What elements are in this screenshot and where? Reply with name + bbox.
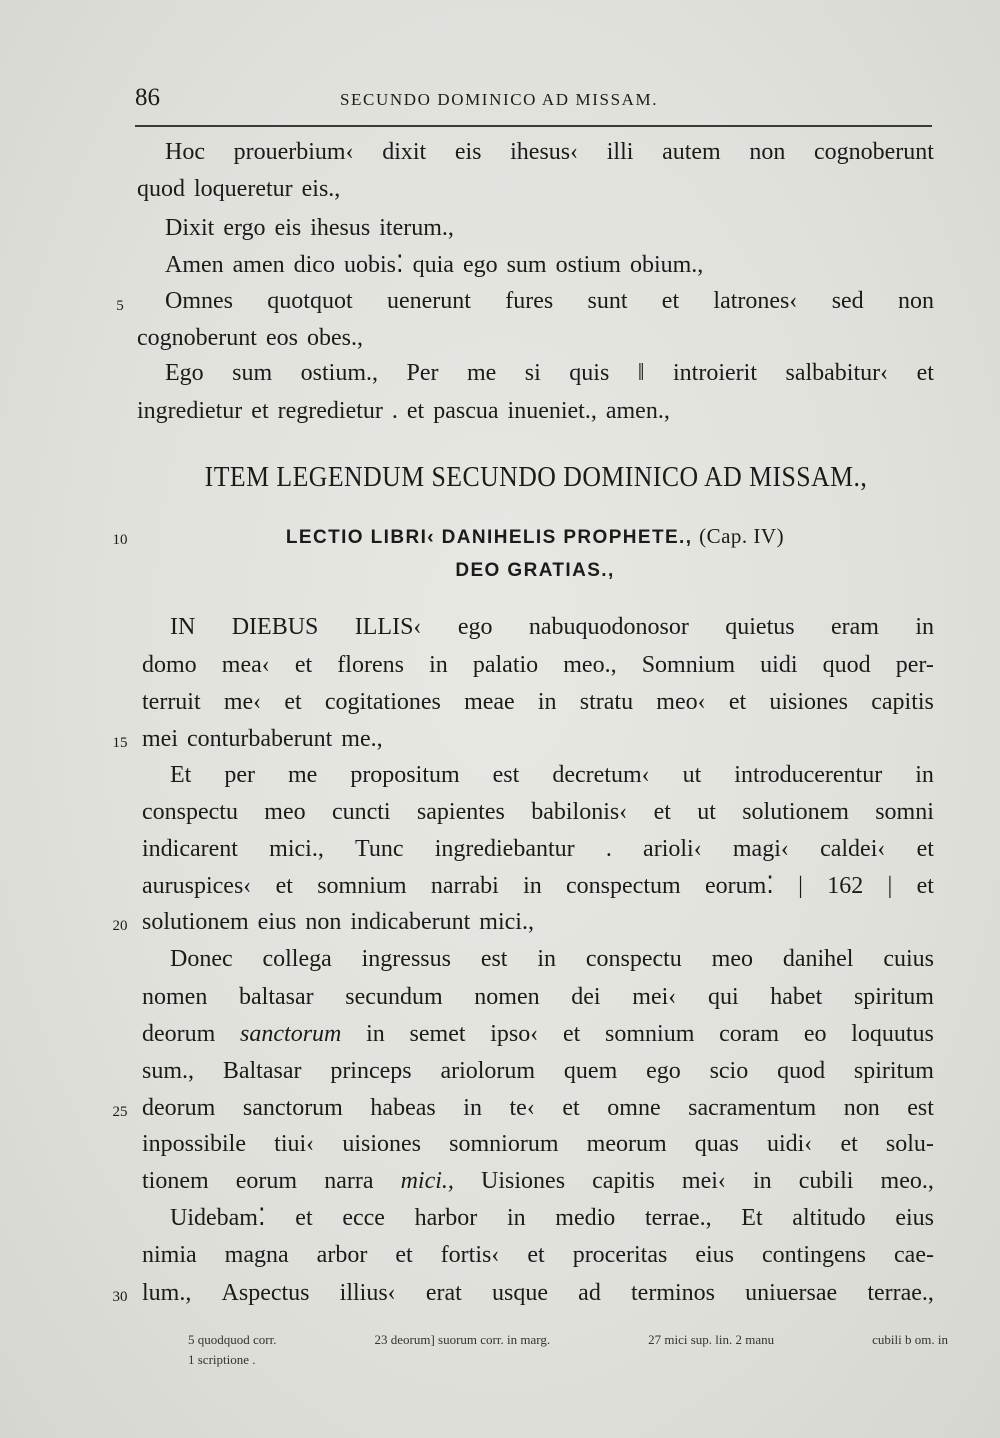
word: cogitationes [324, 689, 441, 715]
word: sed [831, 288, 864, 314]
word: conspectum [566, 873, 681, 899]
word: eius [257, 909, 297, 935]
word: sum [232, 360, 273, 386]
word: eo [803, 1021, 827, 1047]
word: inpossibile [142, 1131, 247, 1157]
word: ostium., [300, 360, 378, 386]
word: omne [607, 1095, 661, 1121]
word: introducerentur [734, 762, 883, 788]
line-number: 10 [112, 532, 128, 548]
word: nimia [142, 1242, 197, 1268]
word: et [251, 398, 269, 424]
word: autem [662, 139, 721, 165]
word: usque [492, 1280, 548, 1306]
word: danihel [782, 946, 854, 972]
word: terminos [631, 1280, 715, 1306]
word: quietus [725, 614, 795, 640]
word: somnium [605, 1021, 695, 1047]
word: me., [341, 726, 383, 752]
word: non [305, 909, 342, 935]
word: sum [506, 252, 547, 278]
word: ihesus [310, 215, 371, 241]
word: medio [555, 1205, 616, 1231]
word: cae- [894, 1242, 934, 1268]
word: habet [770, 984, 823, 1010]
word: eius [695, 1242, 734, 1268]
deo-gratias-heading: DEO GRATIAS., [455, 560, 615, 581]
word: ergo [223, 215, 266, 241]
word: cuius [883, 946, 934, 972]
word: Ego [165, 360, 204, 386]
word: meo [711, 946, 753, 972]
word: eram [830, 614, 879, 640]
word: mea‹ [221, 652, 270, 678]
word: somni [875, 799, 934, 825]
word: caldei‹ [820, 836, 886, 862]
line-number: 15 [112, 735, 128, 751]
word: latrones‹ [713, 288, 798, 314]
chapter-reference: (Cap. IV) [699, 524, 785, 548]
word: altitudo [792, 1205, 866, 1231]
word: erat [425, 1280, 462, 1306]
word: quod [137, 176, 185, 202]
word: me‹ [223, 689, 262, 715]
word: ego [646, 1058, 681, 1084]
text-line [142, 1016, 934, 1052]
word: non [749, 139, 786, 165]
word: ‖ [637, 360, 645, 386]
word: ingredietur [137, 398, 243, 424]
text-line [142, 794, 934, 830]
word: amen., [605, 398, 670, 424]
word: deorum [142, 1095, 216, 1121]
word: te‹ [509, 1095, 535, 1121]
word: et [395, 1242, 413, 1268]
footnotes [188, 1330, 948, 1370]
word: ingressus [361, 946, 451, 972]
footnotes-row [188, 1330, 948, 1350]
word: ut [682, 762, 702, 788]
word: eos [265, 325, 298, 351]
word: quod [777, 1058, 826, 1084]
footnote: 5 quodquod corr. [188, 1332, 277, 1347]
word: Baltasar [222, 1058, 302, 1084]
word: magna [224, 1242, 289, 1268]
text-line [165, 283, 934, 319]
word: amen [232, 252, 285, 278]
text-line [142, 684, 934, 720]
text-line [165, 210, 934, 246]
word: uenerunt [386, 288, 471, 314]
word: babilonis‹ [531, 799, 628, 825]
word: quem [563, 1058, 618, 1084]
word: meo‹ [656, 689, 706, 715]
word: eis., [301, 176, 341, 202]
word: Omnes [165, 288, 233, 314]
footnote: 23 deorum] suorum corr. in marg. [374, 1332, 551, 1347]
word: stratu [579, 689, 634, 715]
word: et [916, 836, 934, 862]
word: coram [719, 1021, 780, 1047]
running-head: SECUNDO DOMINICO AD MISSAM. [340, 90, 659, 109]
word: collega [262, 946, 332, 972]
word: eorum⁚ [704, 873, 774, 899]
word: semet [409, 1021, 466, 1047]
word: in [753, 1168, 772, 1194]
text-line [165, 247, 934, 283]
text-line [170, 941, 934, 977]
word: ecce [342, 1205, 385, 1231]
word: solutionem [742, 799, 849, 825]
word: non [897, 288, 934, 314]
line-number: 30 [112, 1289, 128, 1305]
word: uisiones [342, 1131, 421, 1157]
word: baltasar [239, 984, 314, 1010]
word: in [537, 946, 556, 972]
word: meo., [880, 1168, 934, 1194]
text-line [142, 831, 934, 867]
word: obium., [629, 252, 704, 278]
word: conspectu [585, 946, 682, 972]
word: eis [274, 215, 302, 241]
word: Somnium [641, 652, 736, 678]
word: et [840, 1131, 858, 1157]
word: et [916, 360, 934, 386]
word: et [275, 873, 293, 899]
word: 162 [827, 873, 864, 899]
word: qui [707, 984, 739, 1010]
word: secundum [345, 984, 443, 1010]
text-line [142, 868, 934, 904]
text-line [142, 1053, 934, 1089]
word: et [295, 1205, 313, 1231]
word: ariolorum [440, 1058, 536, 1084]
word: me [466, 360, 497, 386]
word: est [480, 946, 508, 972]
text-line [165, 134, 934, 170]
word: uniuersae [745, 1280, 838, 1306]
word: ingrediebantur [434, 836, 575, 862]
word: mei‹ [681, 1168, 726, 1194]
word: Uisiones [481, 1168, 566, 1194]
word: somniorum [449, 1131, 559, 1157]
word: arioli‹ [643, 836, 702, 862]
word: domo [142, 652, 197, 678]
word: auruspices‹ [142, 873, 252, 899]
word: est [492, 762, 520, 788]
word: ego [457, 614, 493, 640]
word: quia [412, 252, 454, 278]
word: loqueretur [194, 176, 293, 202]
word: Donec [170, 946, 233, 972]
word: tiui‹ [274, 1131, 315, 1157]
word: per [224, 762, 255, 788]
word: et [294, 652, 313, 678]
word: uidi [760, 652, 798, 678]
word: meorum [586, 1131, 667, 1157]
word: conspectu [142, 799, 238, 825]
word: arbor [316, 1242, 368, 1268]
text-line [142, 1090, 934, 1126]
word: harbor [414, 1205, 478, 1231]
text-line [142, 647, 934, 683]
word: in [915, 614, 934, 640]
word: introierit [673, 360, 757, 386]
word: nomen [474, 984, 540, 1010]
word: indicaberunt [350, 909, 471, 935]
word: dixit [382, 139, 427, 165]
word: meae [464, 689, 515, 715]
word: illi [606, 139, 634, 165]
word: propositum [350, 762, 460, 788]
word: quas [694, 1131, 739, 1157]
line-number: 20 [112, 918, 128, 934]
word: me [287, 762, 318, 788]
word: ego [462, 252, 498, 278]
word: ipso‹ [490, 1021, 539, 1047]
word: mei [142, 726, 178, 752]
word: mici., [479, 909, 534, 935]
word: cuncti [331, 799, 391, 825]
word: dico [293, 252, 335, 278]
word: capitis [871, 689, 934, 715]
word: Amen [165, 252, 224, 278]
word: solutionem [142, 909, 249, 935]
word: DIEBUS [231, 614, 319, 640]
word: et [653, 799, 671, 825]
word: terrae., [644, 1205, 712, 1231]
word: spiritum [853, 1058, 934, 1084]
text-line [142, 1275, 934, 1311]
word: loquutus [851, 1021, 934, 1047]
word: Uidebam⁚ [170, 1205, 266, 1231]
text-line [142, 1126, 934, 1162]
word: quotquot [267, 288, 353, 314]
page-number: 86 [135, 84, 160, 111]
word: indicarent [142, 836, 238, 862]
word: ihesus‹ [510, 139, 579, 165]
word: terrae., [867, 1280, 934, 1306]
word: tionem [142, 1168, 209, 1194]
word: et [562, 1021, 581, 1047]
word: | [798, 873, 803, 899]
word: et [916, 873, 934, 899]
word: in [506, 1205, 526, 1231]
word: in [523, 873, 542, 899]
word: in [915, 762, 934, 788]
word: palatio [472, 652, 539, 678]
word: meo [264, 799, 306, 825]
word: lum., [142, 1280, 192, 1306]
word: ostium [555, 252, 621, 278]
word: obes., [306, 325, 363, 351]
word: conturbaberunt [187, 726, 333, 752]
word: terruit [142, 689, 201, 715]
word: deorum [142, 1021, 216, 1047]
text-line [142, 721, 934, 757]
word: sapientes [416, 799, 505, 825]
line-number: 25 [112, 1104, 128, 1120]
text-line [142, 1163, 934, 1199]
word: eius [895, 1205, 934, 1231]
word: Dixit [165, 215, 215, 241]
word: proceritas [572, 1242, 668, 1268]
word: fortis‹ [440, 1242, 500, 1268]
word: salbabitur‹ [785, 360, 889, 386]
word: in [537, 689, 557, 715]
word: mei‹ [632, 984, 677, 1010]
line-number: 5 [116, 298, 124, 314]
word: si [524, 360, 541, 386]
word: regredietur [277, 398, 383, 424]
word: in [429, 652, 448, 678]
word: mici., [400, 1168, 454, 1194]
word: iterum., [379, 215, 454, 241]
word: quis [569, 360, 610, 386]
word: Per [406, 360, 439, 386]
text-line [137, 171, 934, 207]
word: nabuquodonosor [528, 614, 689, 640]
text-line [142, 1237, 934, 1273]
text-line [142, 979, 934, 1015]
word: dei [571, 984, 601, 1010]
word: sanctorum [240, 1021, 342, 1047]
word: decretum‹ [552, 762, 650, 788]
word: illius‹ [339, 1280, 396, 1306]
word: solu- [885, 1131, 934, 1157]
word: uidi‹ [766, 1131, 813, 1157]
text-line [137, 320, 934, 356]
word: sum., [142, 1058, 195, 1084]
word: Aspectus [221, 1280, 310, 1306]
word: Tunc [355, 836, 404, 862]
word: quod [822, 652, 871, 678]
word: magi‹ [732, 836, 789, 862]
lectio-title: LECTIO LIBRI‹ DANIHELIS PROPHETE., [285, 527, 693, 548]
word: cubili [798, 1168, 854, 1194]
word: habeas [370, 1095, 436, 1121]
word: narrabi [430, 873, 499, 899]
header-rule [135, 125, 932, 127]
word: ut [697, 799, 716, 825]
word: ad [578, 1280, 601, 1306]
word: pascua [433, 398, 499, 424]
word: per- [895, 652, 934, 678]
word: sunt [587, 288, 628, 314]
footnote: 27 mici sup. lin. 2 manu [648, 1332, 775, 1347]
text-line [170, 1200, 934, 1236]
word: et [406, 398, 425, 424]
word: in [366, 1021, 385, 1047]
footnote: cubili b om. in [872, 1332, 948, 1347]
word: sacramentum [688, 1095, 817, 1121]
word: et [661, 288, 680, 314]
word: spiritum [853, 984, 934, 1010]
word: IN [170, 614, 196, 640]
word: prouerbium‹ [233, 139, 354, 165]
word: sanctorum [242, 1095, 343, 1121]
word: Et [170, 762, 192, 788]
word: mici., [269, 836, 324, 862]
word: ILLIS‹ [354, 614, 422, 640]
lectio-heading [185, 524, 885, 549]
word: Et [741, 1205, 763, 1231]
word: nomen [142, 984, 208, 1010]
text-line [142, 904, 934, 940]
footnote: 1 scriptione . [188, 1352, 256, 1367]
word: in [463, 1095, 482, 1121]
word: uobis⁚ [343, 252, 404, 278]
text-line [137, 393, 934, 429]
word: non [843, 1095, 880, 1121]
word: . [605, 836, 612, 862]
word: cognoberunt [137, 325, 257, 351]
word: capitis [592, 1168, 655, 1194]
word: Hoc [165, 139, 205, 165]
word: cognoberunt [813, 139, 934, 165]
word: et [562, 1095, 580, 1121]
word: eis [454, 139, 482, 165]
word: et [527, 1242, 545, 1268]
word: princeps [330, 1058, 412, 1084]
text-line [170, 757, 934, 793]
word: . [391, 398, 398, 424]
word: uisiones [769, 689, 849, 715]
page-header [135, 84, 930, 118]
word: somnium [317, 873, 407, 899]
word: fures [505, 288, 554, 314]
word: est [907, 1095, 934, 1121]
word: scio [709, 1058, 749, 1084]
word: florens [337, 652, 404, 678]
word: et [284, 689, 302, 715]
text-line [170, 609, 934, 645]
word: | [887, 873, 893, 899]
word: narra [324, 1168, 374, 1194]
section-heading: ITEM LEGENDUM SECUNDO DOMINICO AD MISSAM., [204, 462, 868, 493]
word: meo., [563, 652, 617, 678]
word: eorum [235, 1168, 298, 1194]
word: inueniet., [507, 398, 597, 424]
text-line [165, 355, 934, 391]
word: contingens [762, 1242, 866, 1268]
word: et [728, 689, 747, 715]
